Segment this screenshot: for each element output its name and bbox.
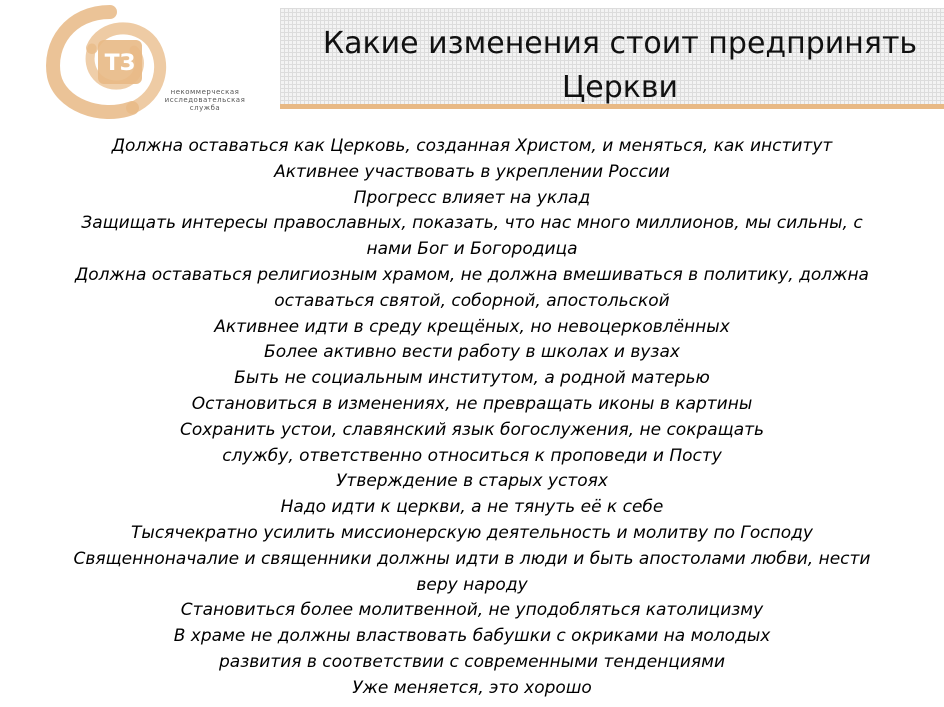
list-item: Утверждение в старых устоях	[336, 471, 608, 492]
list-item: Священноначалие и священники должны идти в люди и быть апостолами любви, нести	[73, 548, 871, 569]
list-item: Активнее идти в среду крещёных, но невоцерковлённых	[214, 316, 730, 337]
list-item: оставаться святой, соборной, апостольской	[274, 290, 670, 311]
list-item: Должна оставаться религиозным храмом, не должна вмешиваться в политику, должна	[75, 264, 869, 285]
logo-caption-line: исследовательская	[164, 96, 246, 104]
list-item: Защищать интересы православных, показать, что нас много миллионов, мы сильны, с	[81, 213, 863, 234]
list-item: Более активно вести работу в школах и вузах	[264, 342, 680, 363]
logo-caption-line: служба	[189, 104, 221, 112]
list-item: Тысячекратно усилить миссионерскую деятельность и молитву по Господу	[131, 522, 813, 543]
list-item: В храме не должны властвовать бабушки с окриками на молодых	[173, 626, 771, 647]
list-item: службу, ответственно относиться к проповеди и Посту	[222, 445, 722, 466]
list-item: Должна оставаться как Церковь, созданная Христом, и меняться, как институт	[111, 136, 833, 156]
list-item: Прогресс влияет на уклад	[353, 187, 591, 208]
list-item: Сохранить устои, славянский язык богослужения, не сокращать	[179, 419, 765, 440]
list-item: Уже меняется, это хорошо	[352, 677, 592, 698]
list-item: развития в соответствии с современными тенденциями	[218, 651, 726, 672]
response-list	[0, 134, 944, 702]
page-title-line: Церкви	[561, 70, 679, 105]
list-item: Становиться более молитвенной, не уподобляться католицизму	[180, 600, 764, 621]
list-item: Активнее участвовать в укреплении России	[274, 161, 670, 182]
list-item: Остановиться в изменениях, не превращать иконы в картины	[191, 393, 753, 414]
svg-text:ТЗ: ТЗ	[104, 51, 136, 76]
logo-caption-line: некоммерческая	[170, 88, 240, 96]
list-item: Надо идти к церкви, а не тянуть её к себе	[280, 497, 664, 518]
page-title-line: Какие изменения стоит предпринять	[322, 26, 918, 61]
list-item: нами Бог и Богородица	[366, 239, 578, 260]
page-title	[300, 22, 940, 110]
list-item: Быть не социальным институтом, а родной матерью	[234, 368, 710, 389]
logo-caption	[150, 88, 260, 112]
list-item: веру народу	[416, 574, 528, 595]
